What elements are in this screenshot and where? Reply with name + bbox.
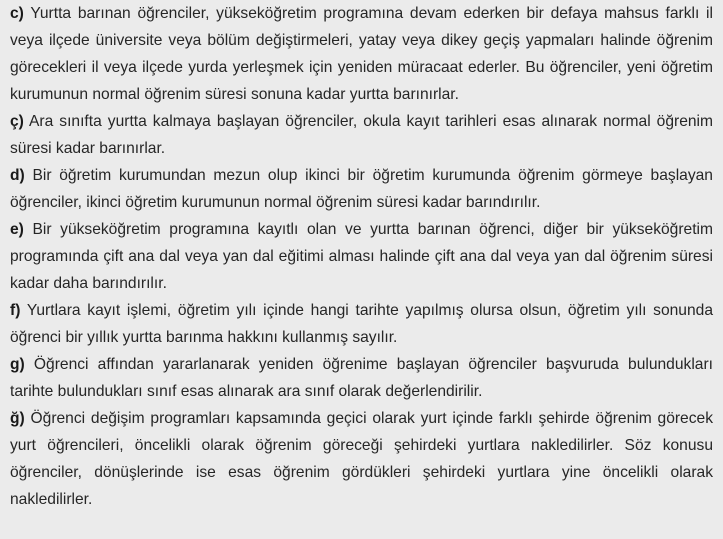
clause-marker: ç) — [10, 113, 24, 130]
clause-marker: d) — [10, 167, 25, 184]
clause-g — [10, 351, 713, 405]
clause-text: Öğrenci affından yararlanarak yeniden öğrenime başlayan öğrenciler başvuruda bulundukları tarihte bulundukları sınıf esas alınarak ara sınıf olarak değerlendirilir. — [10, 356, 713, 400]
clause-marker: e) — [10, 221, 24, 238]
clause-text: Ara sınıfta yurtta kalmaya başlayan öğrenciler, okula kayıt tarihleri esas alınarak normal öğrenim süresi kadar barınırlar. — [10, 113, 713, 157]
clause-text: Öğrenci değişim programları kapsamında geçici olarak yurt içinde farklı şehirde öğrenim görecek yurt öğrencileri, öncelikli olarak öğrenim göreceği şehirdeki yurtlara nakledilirler. Söz konusu öğrenciler, dönüşlerinde ise esas öğrenim gördükleri şehirdeki yurtlara yine öncelikli olarak nakledilirler. — [10, 410, 713, 508]
clause-text: Yurtta barınan öğrenciler, yükseköğretim programına devam ederken bir defaya mahsus farklı il veya ilçede üniversite veya bölüm değiştirmeleri, yatay veya dikey geçiş yapmaları halinde öğrenim görecekleri il veya ilçede yurda yerleşmek için yeniden müracaat ederler. Bu öğrenciler, yeni öğretim kurumunun normal öğrenim süresi sonuna kadar yurtta barınırlar. — [10, 5, 713, 103]
clause-marker: ğ) — [10, 410, 25, 427]
clause-c-cedilla — [10, 108, 713, 162]
clause-text: Bir yükseköğretim programına kayıtlı olan ve yurtta barınan öğrenci, diğer bir yükseköğretim programında çift ana dal veya yan dal eğitimi alması halinde çift ana dal veya yan dal öğrenim süresi kadar daha barındırılır. — [10, 221, 713, 292]
clause-text: Yurtlara kayıt işlemi, öğretim yılı içinde hangi tarihte yapılmış olursa olsun, öğretim yılı sonunda öğrenci bir yıllık yurtta barınma hakkını kullanmış sayılır. — [10, 302, 713, 346]
clause-text: Bir öğretim kurumundan mezun olup ikinci bir öğretim kurumunda öğrenim görmeye başlayan öğrenciler, ikinci öğretim kurumunun normal öğrenim süresi kadar barındırılır. — [10, 167, 713, 211]
clause-f — [10, 297, 713, 351]
clause-c — [10, 0, 713, 108]
clause-g-breve — [10, 405, 713, 513]
clause-e — [10, 216, 713, 297]
clause-marker: g) — [10, 356, 25, 373]
clause-d — [10, 162, 713, 216]
clause-marker: f) — [10, 302, 21, 319]
clause-marker: c) — [10, 5, 24, 22]
